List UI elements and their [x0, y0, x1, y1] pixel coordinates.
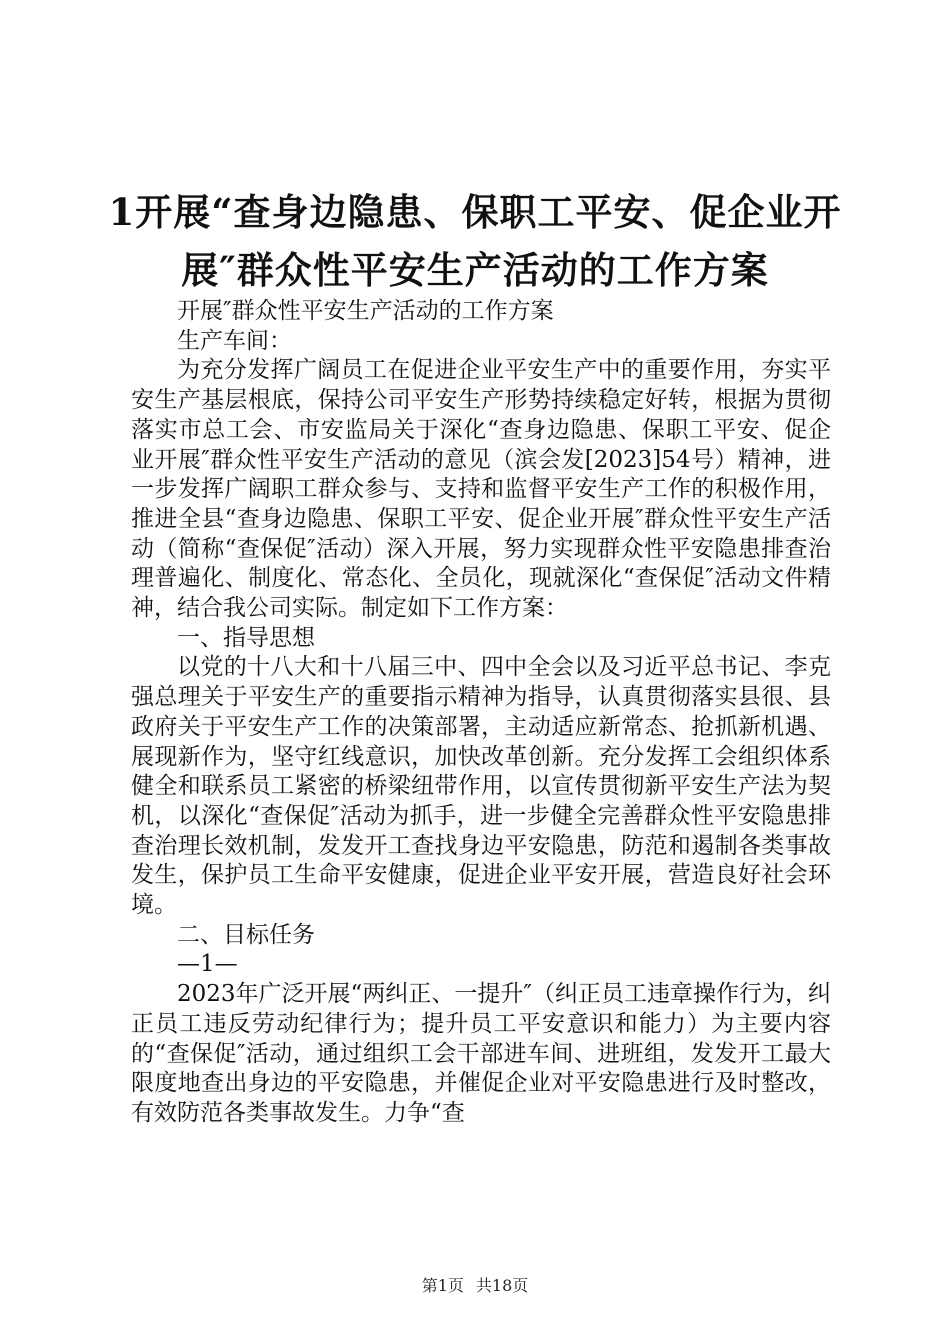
guiding-thought-paragraph: 以党的十八大和十八届三中、四中全会以及习近平总书记、李克强总理关于平安生产的重要指示精神为指导，认真贯彻落实县很、县政府关于平安生产工作的决策部署，主动适应新常态、抢抓新机遇、展现新作为，坚守红线意识，加快改革创新。充分发挥工会组织体系健全和联系员工紧密的桥梁纽带作用，以宣传贯彻新平安生产法为契机，以深化“查保促″活动为抓手，进一步健全完善群众性平安隐患排查治理长效机制，发发开工查找身边平安隐患，防范和遏制各类事故发生，保护员工生命平安健康，促进企业平安开展，营造良好社会环境。	[131, 654, 831, 919]
document-title-line-2: 展″群众性平安生产活动的工作方案	[181, 248, 769, 292]
page-total: 共18页	[475, 1276, 529, 1295]
page-marker: —1—	[177, 951, 238, 978]
intro-paragraph: 为充分发挥广阔员工在促进企业平安生产中的重要作用，夯实平安生产基层根底，保持公司平安生产形势持续稳定好转，根据为贯彻落实市总工会、市安监局关于深化“查身边隐患、保职工平安、促企业开展″群众性平安生产活动的意见（滨会发[2023]54号）精神，进一步发挥广阔职工群众参与、支持和监督平安生产工作的积极作用，推进全县“查身边隐患、保职工平安、促企业开展″群众性平安生产活动（简称“查保促″活动）深入开展，努力实现群众性平安隐患排查治理普遍化、制度化、常态化、全员化，现就深化“查保促″活动文件精神，结合我公司实际。制定如下工作方案：	[131, 357, 831, 622]
page-footer	[0, 1273, 950, 1296]
addressee-paragraph: 生产车间：	[177, 327, 292, 354]
document-body	[131, 297, 831, 1129]
goals-paragraph: 2023年广泛开展“两纠正、一提升″（纠正员工违章操作行为，纠正员工违反劳动纪律行为；提升员工平安意识和能力）为主要内容的“查保促″活动，通过组织工会干部进车间、进班组，发发开工最大限度地查出身边的平安隐患，并催促企业对平安隐患进行及时整改，有效防范各类事故发生。力争“查	[131, 981, 831, 1126]
section-heading-goals: 二、目标任务	[177, 921, 315, 948]
document-title-line-1: 1开展“查身边隐患、保职工平安、促企业开	[108, 190, 842, 234]
subtitle-paragraph: 开展″群众性平安生产活动的工作方案	[177, 298, 554, 324]
section-heading-guiding-thought: 一、指导思想	[177, 624, 315, 651]
page-number: 第1页	[421, 1276, 464, 1295]
